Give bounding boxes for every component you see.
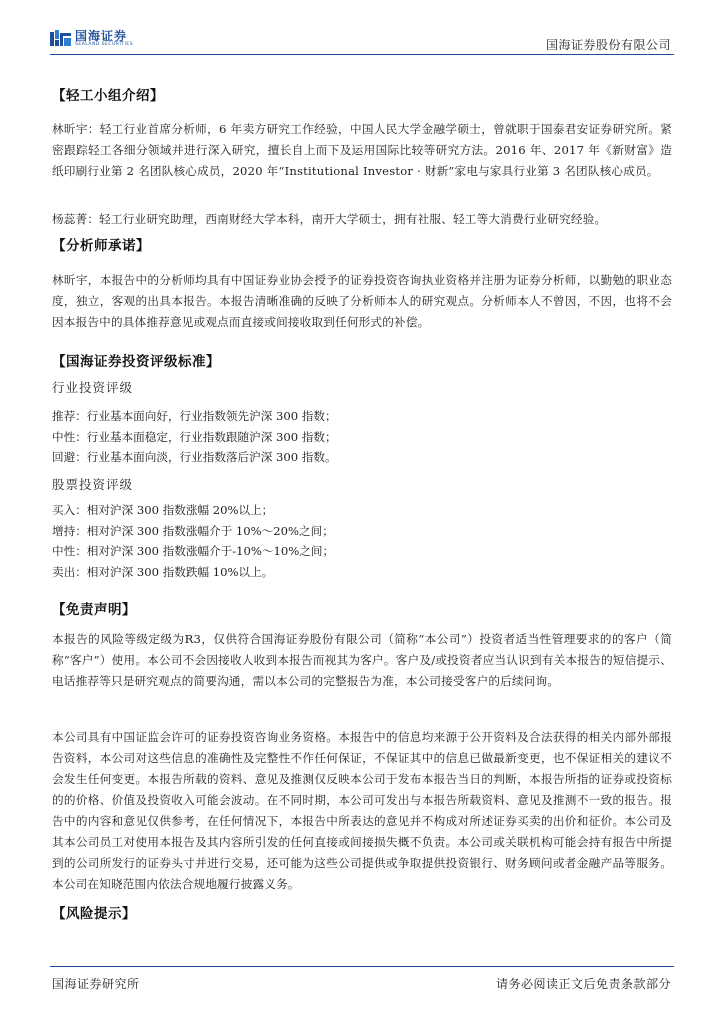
team-section-title: 【轻工小组介绍】 <box>52 88 164 104</box>
commitment-paragraph: 林昕宇，本报告中的分析师均具有中国证券业协会授予的证券投资咨询执业资格并注册为证券分析师，以勤勉的职业态度，独立，客观的出具本报告。本报告清晰准确的反映了分析师本人的研究观点。分析师本人不曾因，不因，也将不会因本报告中的具体推荐意见或观点而直接或间接收取到任何形式的补偿。 <box>52 273 672 329</box>
team-paragraph-2: 杨蕊菁：轻工行业研究助理，西南财经大学本科，南开大学硕士，拥有社服、轻工等大消费行业研究经验。 <box>52 212 607 226</box>
disclaimer-paragraph-1: 本报告的风险等级定级为R3，仅供符合国海证券股份有限公司（简称“本公司”）投资者适当性管理要求的的客户（简称“客户”）使用。本公司不会因接收人收到本报告而视其为客户。客户及/或投资者应当认识到有关本报告的短信提示、电话推荐等只是研究观点的简要沟通，需以本公司的完整报告为准，本公司接受客户的后续问询。 <box>52 632 672 688</box>
risk-section-title: 【风险提示】 <box>52 906 136 922</box>
list-item: 增持：相对沪深 300 指数涨幅介于 10%～20%之间； <box>52 523 334 538</box>
page-header <box>0 0 724 56</box>
industry-rating-title: 行业投资评级 <box>52 380 134 395</box>
logo-text-cn: 国海证券 <box>75 29 128 44</box>
header-divider <box>50 54 674 55</box>
commitment-section-title: 【分析师承诺】 <box>52 238 150 254</box>
industry-rating-list <box>52 406 672 468</box>
stock-rating-list <box>52 500 672 582</box>
sealand-logo-icon <box>50 30 72 48</box>
team-paragraph-1: 林昕宇：轻工行业首席分析师，6 年卖方研究工作经验，中国人民大学金融学硕士，曾就职于国泰君安证券研究所。紧密跟踪轻工各细分领域并进行深入研究，擅长自上而下及运用国际比较等研究方法。2016 年、2017 年《新财富》造纸印刷行业第 2 名团队核心成员，2020 年“Institutional Investor · 财新”家电与家具行业第 3 名团队核心成员。 <box>52 122 672 178</box>
list-item: 推荐：行业基本面向好，行业指数领先沪深 300 指数； <box>52 409 337 423</box>
list-item: 中性：相对沪深 300 指数涨幅介于-10%～10%之间； <box>52 544 335 558</box>
rating-section-title: 【国海证券投资评级标准】 <box>52 354 220 370</box>
footer-institute: 国海证券研究所 <box>52 977 140 991</box>
list-item: 买入：相对沪深 300 指数涨幅 20%以上； <box>52 503 274 517</box>
sealand-logo <box>50 30 133 48</box>
footer-divider <box>50 966 674 967</box>
disclaimer-paragraph-2: 本公司具有中国证监会许可的证券投资咨询业务资格。本报告中的信息均来源于公开资料及合法获得的相关内部外部报告资料，本公司对这些信息的准确性及完整性不作任何保证，不保证其中的信息已做最新变更，也不保证相关的建议不会发生任何变更。本报告所载的资料、意见及推测仅反映本公司于发布本报告当日的判断，本报告所指的证券或投资标的的价格、价值及投资收入可能会波动。在不同时期，本公司可发出与本报告所载资料、意见及推测不一致的报告。报告中的内容和意见仅供参考，在任何情况下，本报告中所表达的意见并不构成对所述证券买卖的出价和征价。本公司及其本公司员工对使用本报告及其内容所引发的任何直接或间接损失概不负责。本公司或关联机构可能会持有报告中所提到的公司所发行的证券头寸并进行交易，还可能为这些公司提供或争取提供投资银行、财务顾问或者金融产品等服务。本公司在知晓范围内依法合规地履行披露义务。 <box>52 730 672 891</box>
logo-text-en: SEALAND SECURITIES <box>75 42 134 48</box>
list-item: 卖出：相对沪深 300 指数跌幅 10%以上。 <box>52 564 274 579</box>
footer-notice: 请务必阅读正文后免责条款部分 <box>495 977 671 991</box>
company-name: 国海证券股份有限公司 <box>545 38 671 52</box>
disclaimer-section-title: 【免责声明】 <box>52 602 136 618</box>
list-item: 回避：行业基本面向淡，行业指数落后沪深 300 指数。 <box>52 450 337 464</box>
stock-rating-title: 股票投资评级 <box>52 477 134 492</box>
list-item: 中性：行业基本面稳定，行业指数跟随沪深 300 指数； <box>52 429 337 444</box>
